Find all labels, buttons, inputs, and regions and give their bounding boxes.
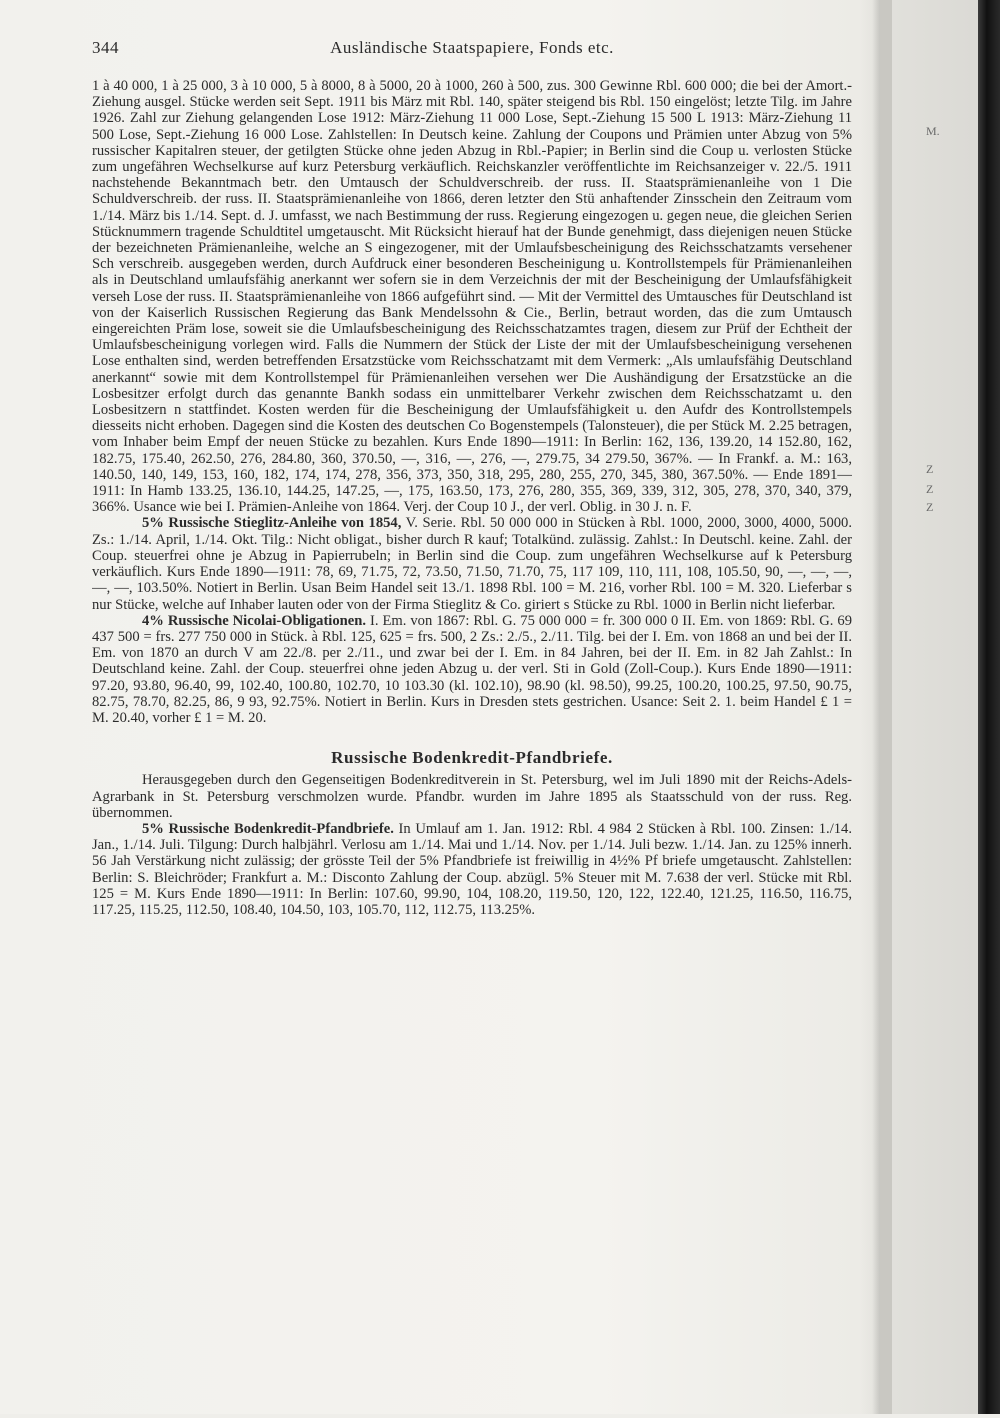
paragraph-premium-loan: 1 à 40 000, 1 à 25 000, 3 à 10 000, 5 à 8000, 8 à 5000, 20 à 1000, 260 à 500, zus. 300 Gewinne Rbl. 600 000; die bei der Amort.-Ziehung ausgel. Stücke werden seit Sept. 1911 bis März mit Rbl. 140, später steigend bis Rbl. 150 eingelöst; letzte Tilg. im Jahre 1926. Zahl zur Ziehung gelangenden Lose 1912: März-Ziehung 11 000 Lose, Sept.-Ziehung 15 500 L 1913: März-Ziehung 11 500 Lose, Sept.-Ziehung 16 000 Lose. Zahlstellen: In Deutsch keine. Zahlung der Coupons und Prämien unter Abzug von 5% russischer Kapitalren steuer, der getilgten Stücke ohne jeden Abzug in Rbl.-Papier; in Berlin sind die Coup u. verlosten Stücke zum ungefähren Wechselkurse auf kurz Petersburg verkäuflich. Reichskanzler veröffentlichte im Reichsanzeiger v. 22./5. 1911 nachstehende Bekanntmach betr. den Umtausch der Schuldverschreib. der russ. II. Staatsprämienanleihe von 1 Die Schuldverschreib. der russ. II. Staatsprämienanleihe von 1866, deren letzter den Stü anhaftender Zinsschein den Zeitraum vom 1./14. März bis 1./14. Sept. d. J. umfasst, we nach Bestimmung der russ. Regierung eingezogen u. gegen neue, die gleichen Serien Stücknummern tragende Schuldtitel umgetauscht. Mit Rücksicht hierauf hat der Bunde genehmigt, dass diejenigen neuen Stücke der bezeichneten Prämienanleihe, welche an S eingezogener, mit der Umlaufsbescheinigung des Reichsschatzamts versehener Sch verschreib. ausgegeben werden, durch Aufdruck einer besonderen Bescheinigung u. Kontrollstempels für Prämienanleihen als in Deutschland umlaufsfähig anerkannt wer sofern sie in dem Verzeichnis der mit der Bescheinigung der Umlaufsfähigkeit verseh Lose der russ. II. Staatsprämienanleihe von 1866 aufgeführt sind. — Mit der Vermittel des Umtausches für Deutschland ist von der Kaiserlich Russischen Regierung das Bank Mendelssohn & Cie., Berlin, betraut worden, das die zum Umtausch eingereichten Präm lose, soweit sie die Umlaufsbescheinigung des Reichsschatzamtes tragen, diesem zur Prüf der Echtheit der Umlaufsbescheinigung vorlegen wird. Falls die Nummern der Stück der Liste der mit der Umlaufsbescheinigung versehenen Lose enthalten sind, werden betreffenden Ersatzstücke vom Reichsschatzamt mit dem Vermerk: „Als umlaufsfähig Deutschland anerkannt“ sowie mit dem Kontrollstempel für Prämienanleihen versehen wer Die Aushändigung der Ersatzstücke an die Losbesitzer erfolgt durch das genannte Bankh sodass ein unmittelbarer Verkehr zwischen dem Reichsschatzamt u. den Losbesitzern n stattfindet. Kosten werden für die Bescheinigung der Umlaufsfähigkeit u. den Aufdr des Kontrollstempels diesseits nicht erhoben. Dagegen sind die Kosten des deutschen Co Bogenstempels (Talonsteuer), die per Stück M. 2.25 betragen, vom Inhaber beim Empf der neuen Stücke zu bezahlen. Kurs Ende 1890—1911: In Berlin: 162, 136, 139.20, 14 152.80, 162, 182.75, 175.40, 262.50, 276, 284.80, 360, 370.50, —, 316, —, 276, —, 279.75, 34 279.50, 367%. — In Frankf. a. M.: 163, 140.50, 140, 149, 153, 160, 182, 174, 174, 278, 356, 373, 350, 318, 295, 280, 255, 270, 345, 380, 367.50%. — Ende 1891—1911: In Hamb 133.25, 136.10, 144.25, 147.25, —, 175, 163.50, 173, 276, 280, 355, 369, 339, 312, 305, 278, 370, 340, 379, 366%. Usance wie bei I. Prämien-Anleihe von 1864. Verj. der Coup 10 J., der verl. Oblig. in 30 J. n. F.	[92, 78, 852, 516]
page-body	[92, 78, 852, 1418]
entry-title: 5% Russische Stieglitz-Anleihe von 1854,	[142, 515, 402, 532]
entry-text: In Umlauf am 1. Jan. 1912: Rbl. 4 984 2 Stücken à Rbl. 100. Zinsen: 1./14. Jan., 1./14. Juli. Tilgung: Durch halbjährl. Verlosu am 1./14. Mai und 1./14. Nov. per 1./14. Juli bezw. 1./14. Jan. zu 125% innerh. 56 Jah Verstärkung nicht zulässig; der grösste Teil der 5% Pfandbriefe ist freiwillig in 4½% Pf briefe umgetauscht. Zahlstellen: Berlin: S. Bleichröder; Frankfurt a. M.: Disconto Zahlung der Coup. abzügl. 5% Steuer mit M. 7.638 der verl. Stücke mit Rbl. 125 = M. Kurs Ende 1890—1911: In Berlin: 107.60, 99.90, 104, 108.20, 119.50, 120, 122, 122.40, 121.25, 116.50, 116.75, 117.25, 115.25, 112.50, 108.40, 104.50, 103, 105.70, 112, 112.75, 113.25%.	[92, 820, 852, 918]
margin-mark: Z	[926, 462, 934, 476]
page-number: 344	[92, 38, 119, 57]
entry-title: 5% Russische Bodenkredit-Pfandbriefe.	[142, 820, 394, 837]
entry-title: 4% Russische Nicolai-Obligationen.	[142, 612, 367, 629]
margin-mark: M.	[926, 124, 940, 138]
book-spine	[880, 0, 892, 1414]
gutter-shadow	[872, 0, 880, 1414]
running-title: Ausländische Staatspapiere, Fonds etc.	[330, 38, 614, 57]
page-header	[92, 38, 852, 62]
dark-edge	[978, 0, 1000, 1414]
entry-text: I. Em. von 1867: Rbl. G. 75 000 000 = fr. 300 000 0 II. Em. von 1869: Rbl. G. 69 437 500 = frs. 277 750 000 in Stück. à Rbl. 125, 625 = frs. 500, 2 Zs.: 2./5., 2./11. Tilg. bei der I. Em. von 1868 an und bei der II. Em. von 1870 an durch V am 22./8. per 2./11., und zwar bei der I. Em. in 84 Jahren, bei der II. Em. in 82 Jah Zahlst.: In Deutschland keine. Zahl. der Coup. steuerfrei ohne jeden Abzug u. der verl. Sti in Gold (Zoll-Coup.). Kurs Ende 1890—1911: 97.20, 93.80, 96.40, 99, 102.40, 100.80, 102.70, 10 103.30 (kl. 102.10), 98.90 (kl. 98.50), 99.25, 100.20, 100.25, 97.50, 90.75, 82.75, 78.70, 82.25, 86, 9 93, 92.75%. Notiert in Berlin. Kurs in Dresden stets gestrichen. Usance: Seit 2. 1. beim Handel £ 1 = M. 20.40, vorher £ 1 = M. 20.	[92, 612, 852, 726]
entry-text: V. Serie. Rbl. 50 000 000 in Stücken à Rbl. 1000, 2000, 3000, 4000, 5000. Zs.: 1./14. April, 1./14. Okt. Tilg.: Nicht obligat., bisher durch R kauf; Totalkünd. zulässig. Zahlst.: In Deutschl. keine. Zahl. der Coup. steuerfrei ohne je Abzug in Papierrubeln; in Berlin sind die Coup. zum ungefähren Wechselkurse auf k Petersburg verkäuflich. Kurs Ende 1890—1911: 78, 69, 71.75, 72, 73.50, 71.50, 71.70, 75, 117 109, 110, 111, 108, 105.50, 90, —, —, —, —, —, 103.50%. Notiert in Berlin. Usan Beim Handel seit 13./1. 1898 Rbl. 100 = M. 216, vorher Rbl. 100 = M. 320. Lieferbar s nur Stücke, welche auf Inhaber lauten oder von der Firma Stieglitz & Co. giriert s Stücke zu Rbl. 1000 in Berlin nicht lieferbar.	[92, 515, 852, 613]
entry-nicolai	[92, 613, 852, 726]
section-heading: Russische Bodenkredit-Pfandbriefe.	[331, 748, 613, 768]
entry-stieglitz	[92, 515, 852, 612]
section-intro: Herausgegeben durch den Gegenseitigen Bodenkreditverein in St. Petersburg, wel im Juli 1890 mit der Reichs-Adels-Agrarbank in St. Petersburg verschmolzen wurde. Pfandbr. wurden im Jahre 1895 als Staatsschuld von der russ. Reg. übernommen.	[92, 772, 852, 821]
margin-mark: Z	[926, 500, 934, 514]
entry-bodenkredit	[92, 821, 852, 918]
margin-mark: Z	[926, 482, 934, 496]
